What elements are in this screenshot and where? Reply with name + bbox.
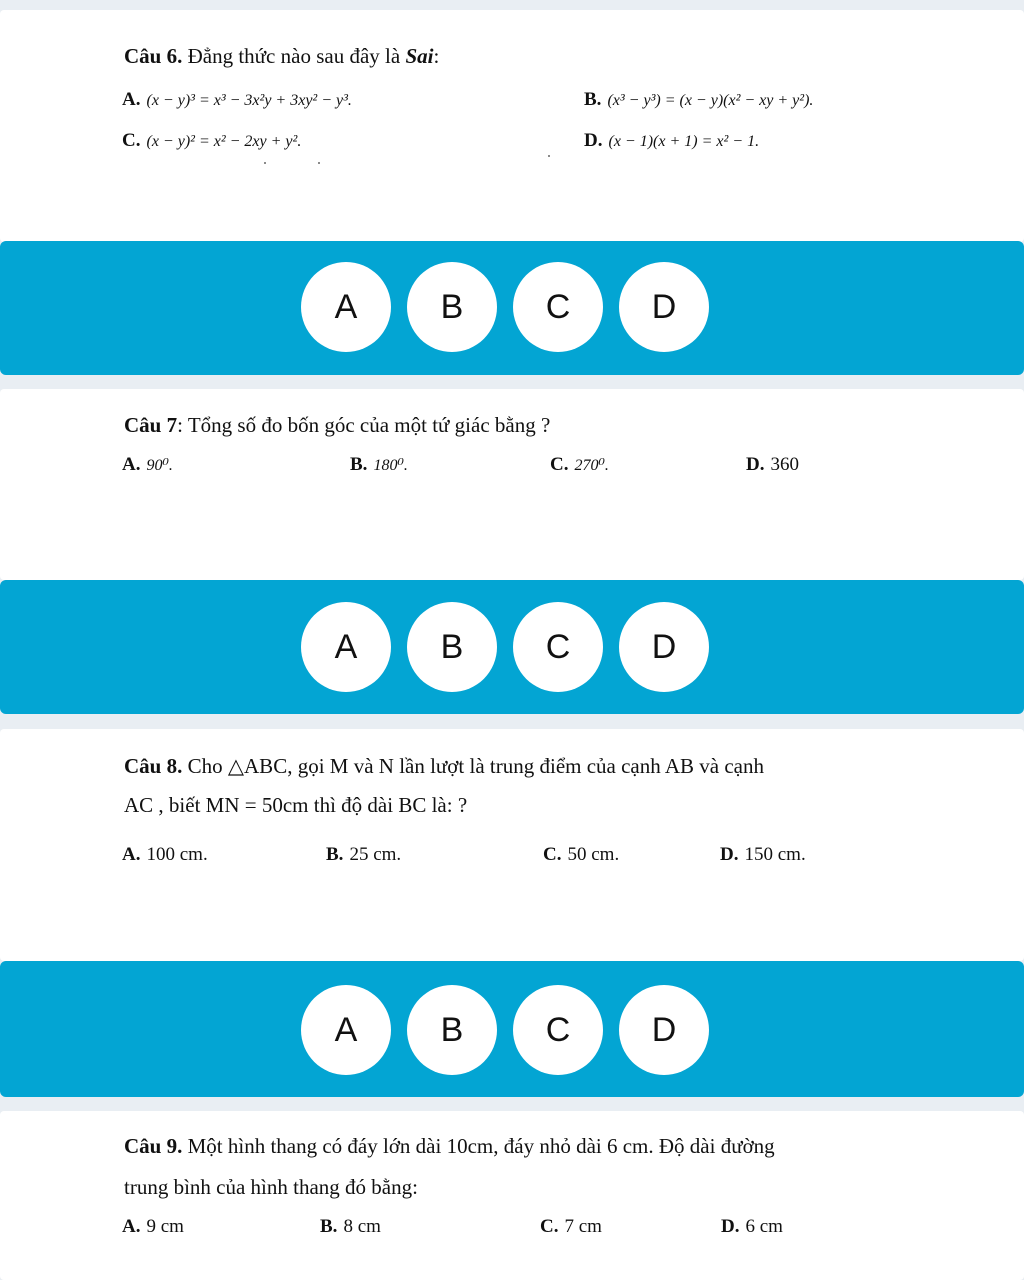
question-8-text-line2: AC , biết MN = 50cm thì độ dài BC là: ?	[124, 793, 468, 817]
answer-bar-7	[0, 580, 1024, 714]
option-text: 7 cm	[564, 1216, 602, 1237]
option-text: 360	[770, 454, 799, 475]
question-9-text-line2: trung bình của hình thang đó bằng:	[124, 1175, 418, 1199]
question-9-option-b	[320, 1215, 381, 1239]
option-text: 25 cm.	[349, 844, 402, 865]
answer-button-d[interactable]: D	[619, 602, 709, 692]
option-letter: D.	[720, 844, 739, 865]
option-letter: B.	[584, 89, 602, 110]
answer-button-d[interactable]: D	[619, 262, 709, 352]
question-8-option-b	[326, 843, 401, 867]
question-6-title	[124, 43, 439, 69]
stray-dot	[548, 155, 550, 157]
option-text: (x − 1)(x + 1) = x² − 1.	[608, 133, 760, 150]
question-9-line1	[124, 1133, 775, 1159]
option-letter: A.	[122, 454, 141, 475]
answer-bar-6	[0, 241, 1024, 375]
option-text: 90⁰.	[146, 457, 173, 474]
answer-button-b[interactable]: B	[407, 262, 497, 352]
question-8-label: Câu 8.	[124, 754, 183, 778]
question-8-option-a	[122, 843, 208, 867]
option-letter: C.	[540, 1216, 559, 1237]
question-7-text: : Tổng số đo bốn góc của một tứ giác bằng ?	[177, 413, 551, 437]
question-8-line2	[124, 792, 467, 818]
question-8-text-line1: Cho △ABC, gọi M và N lần lượt là trung điểm của cạnh AB và cạnh	[182, 754, 764, 778]
question-8-line1	[124, 753, 764, 779]
option-letter: A.	[122, 1216, 141, 1237]
answer-button-b[interactable]: B	[407, 985, 497, 1075]
answer-button-a[interactable]: A	[301, 602, 391, 692]
option-letter: A.	[122, 844, 141, 865]
question-7-label: Câu 7	[124, 413, 178, 437]
question-9-line2	[124, 1174, 418, 1200]
question-9-text-line1: Một hình thang có đáy lớn dài 10cm, đáy nhỏ dài 6 cm. Độ dài đường	[182, 1134, 775, 1158]
question-card-8	[0, 729, 1024, 961]
question-6-label: Câu 6.	[124, 44, 183, 68]
option-text: 150 cm.	[744, 844, 806, 865]
answer-button-c[interactable]: C	[513, 262, 603, 352]
option-letter: C.	[122, 130, 141, 151]
option-text: (x − y)² = x² − 2xy + y².	[146, 133, 302, 150]
question-6-emphasis: Sai	[405, 44, 434, 68]
option-letter: B.	[320, 1216, 338, 1237]
question-9-option-d	[721, 1215, 783, 1239]
option-letter: D.	[584, 130, 603, 151]
question-7-option-a	[122, 453, 173, 478]
answer-button-c[interactable]: C	[513, 602, 603, 692]
question-6-option-a	[122, 88, 352, 113]
option-text: 270⁰.	[574, 457, 609, 474]
stray-dot	[318, 162, 320, 164]
question-7-option-c	[550, 453, 609, 478]
question-9-label: Câu 9.	[124, 1134, 183, 1158]
answer-button-b[interactable]: B	[407, 602, 497, 692]
option-letter: B.	[326, 844, 344, 865]
question-9-option-a	[122, 1215, 184, 1239]
question-6-text: Đẳng thức nào sau đây là	[182, 44, 406, 68]
answer-bar-8	[0, 961, 1024, 1097]
question-6-option-d	[584, 129, 759, 154]
option-text: 100 cm.	[146, 844, 208, 865]
option-letter: D.	[721, 1216, 740, 1237]
question-card-9	[0, 1111, 1024, 1280]
option-text: 180⁰.	[373, 457, 408, 474]
option-letter: C.	[550, 454, 569, 475]
option-text: 50 cm.	[567, 844, 620, 865]
question-8-option-c	[543, 843, 619, 867]
question-card-7	[0, 389, 1024, 580]
answer-button-a[interactable]: A	[301, 262, 391, 352]
question-9-option-c	[540, 1215, 602, 1239]
question-card-6	[0, 10, 1024, 242]
question-8-option-d	[720, 843, 806, 867]
option-text: (x³ − y³) = (x − y)(x² − xy + y²).	[607, 92, 814, 109]
answer-button-a[interactable]: A	[301, 985, 391, 1075]
question-7-title	[124, 412, 550, 438]
answer-button-d[interactable]: D	[619, 985, 709, 1075]
option-text: 6 cm	[745, 1216, 783, 1237]
option-letter: A.	[122, 89, 141, 110]
option-text: 9 cm	[146, 1216, 184, 1237]
question-6-option-b	[584, 88, 813, 113]
question-6-option-c	[122, 129, 301, 154]
question-6-suffix: :	[433, 44, 440, 68]
question-7-option-b	[350, 453, 408, 478]
option-letter: C.	[543, 844, 562, 865]
option-letter: B.	[350, 454, 368, 475]
question-7-option-d	[746, 453, 799, 477]
option-text: (x − y)³ = x³ − 3x²y + 3xy² − y³.	[146, 92, 352, 109]
option-text: 8 cm	[343, 1216, 381, 1237]
option-letter: D.	[746, 454, 765, 475]
answer-button-c[interactable]: C	[513, 985, 603, 1075]
stray-dot	[264, 162, 266, 164]
